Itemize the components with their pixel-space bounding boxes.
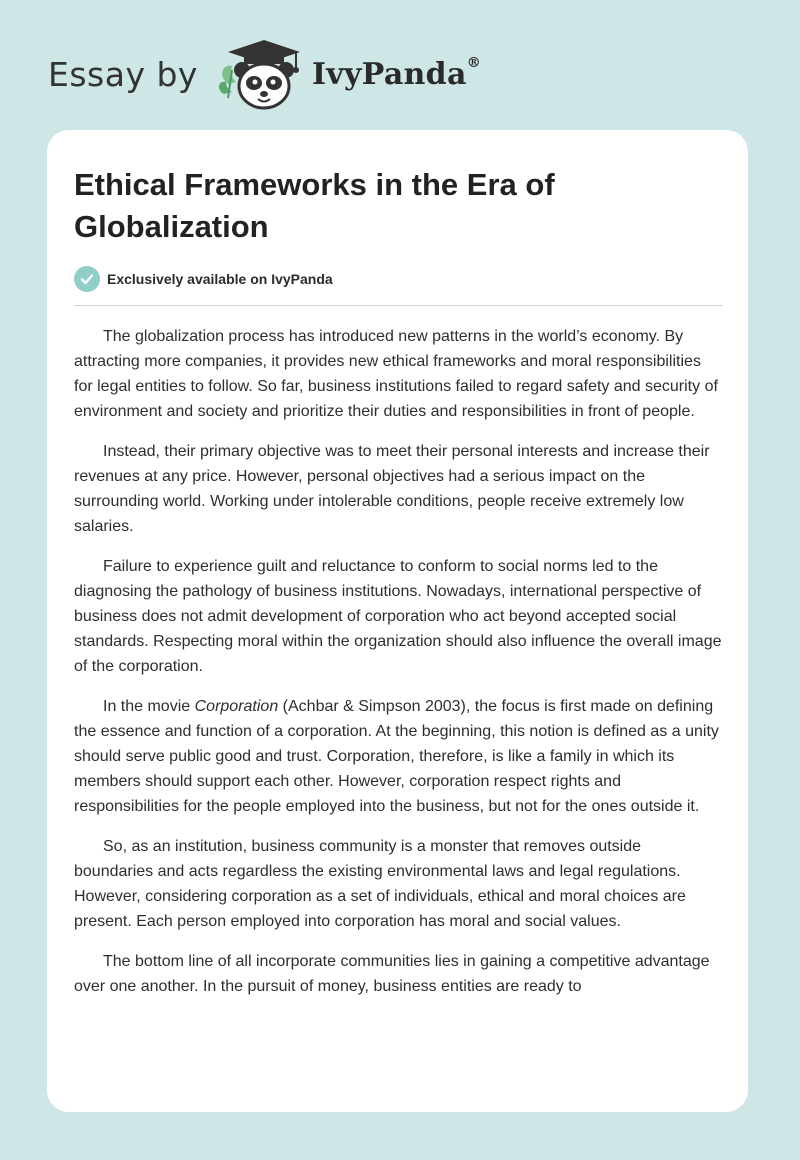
article-content [74, 164, 723, 1014]
paragraph: Instead, their primary objective was to meet their personal interests and increase their revenues at any price. However, personal objectives had a serious impact on the surrounding world. Working under intolerable conditions, people receive extremely low salaries. [74, 443, 710, 535]
site-header [48, 34, 481, 114]
paragraph: So, as an institution, business community is a monster that removes outside boundaries and acts regardless the existing environmental laws and legal regulations. However, considering corporation as a set of individuals, ethical and moral choices are present. Each person employed into corporation has moral and social values. [74, 838, 686, 930]
article-title: Ethical Frameworks in the Era of Globalization [74, 167, 555, 244]
ivypanda-logo-link[interactable] [214, 36, 481, 112]
divider [74, 305, 723, 306]
article-card [47, 130, 748, 1112]
checkmark-icon [74, 266, 100, 292]
exclusive-badge-label: Exclusively available on IvyPanda [107, 271, 333, 287]
brand-prefix: Essay by [48, 54, 198, 94]
movie-title: Corporation [194, 698, 279, 715]
paragraph: Failure to experience guilt and reluctance to conform to social norms led to the diagnosing the pathology of business institutions. Nowadays, international perspective of business does not admit development of corporation who act beyond accepted social standards. Respecting moral within the organization should also influence the overall image of the corporation. [74, 558, 722, 675]
paragraph: The bottom line of all incorporate communities lies in gaining a competitive advantage over one another. In the pursuit of money, business entities are ready to [74, 953, 710, 995]
brand-name: IvyPanda® [311, 54, 481, 92]
paragraph: The globalization process has introduced new patterns in the world’s economy. By attracting more companies, it provides new ethical frameworks and moral responsibilities for legal entities to follow. So far, business institutions failed to regard safety and security of environment and society and prioritize their duties and responsibilities in front of people. [74, 328, 718, 420]
content-fade-overlay [47, 1022, 748, 1112]
panda-logo-icon [214, 36, 306, 112]
exclusive-badge [74, 264, 723, 294]
paragraph: In the movie Corporation (Achbar & Simpson 2003), the focus is first made on defining the essence and function of a corporation. At the beginning, this notion is defined as a unity should serve public good and trust. Corporation, therefore, is like a family in which its members should support each other. However, corporation respect rights and responsibilities for the people employed into the business, but not for the ones outside it. [74, 698, 719, 815]
